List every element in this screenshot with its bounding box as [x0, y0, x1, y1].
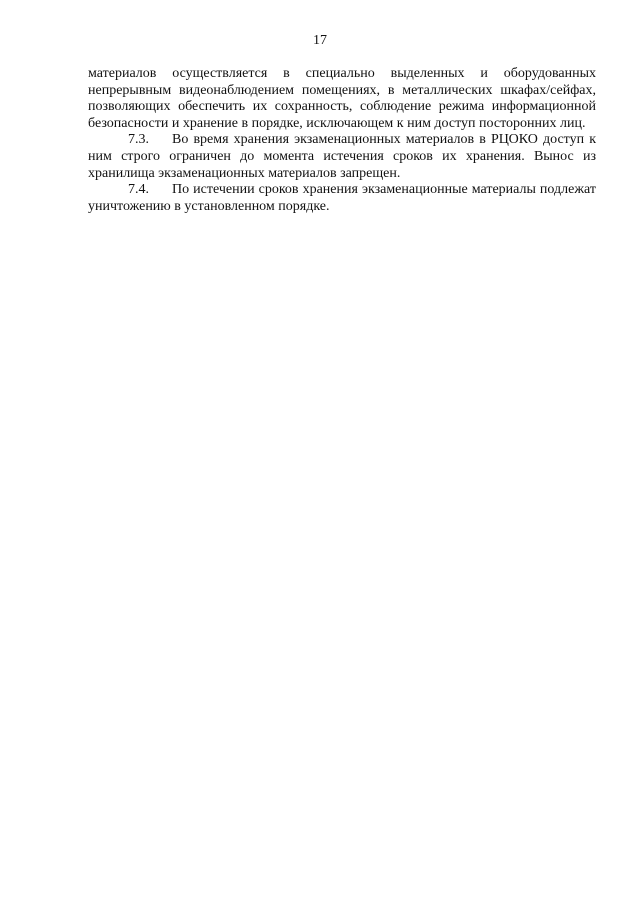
- paragraph-text: материалов осуществляется в специально выделенных и оборудованных непрерывным видеонаблюдением помещениях, в металлических шкафах/сейфах, позволяющих обеспечить их сохранность, соблюдение режима информационной безопасности и хранение в порядке, исключающем к ним доступ посторонних лиц.: [88, 66, 596, 131]
- paragraph-continuation: [88, 66, 596, 132]
- paragraph-text: Во время хранения экзаменационных материалов в РЦОКО доступ к ним строго ограничен до момента истечения сроков их хранения. Вынос из хранилища экзаменационных материалов запрещен.: [88, 132, 596, 181]
- page-number: 17: [313, 33, 327, 48]
- paragraph-7-4: [88, 182, 596, 215]
- paragraph-number: 7.4.: [128, 182, 149, 198]
- document-body: [88, 66, 596, 215]
- paragraph-7-3: [88, 132, 596, 182]
- paragraph-number: 7.3.: [128, 132, 149, 148]
- paragraph-text: По истечении сроков хранения экзаменационные материалы подлежат уничтожению в установленном порядке.: [88, 182, 596, 214]
